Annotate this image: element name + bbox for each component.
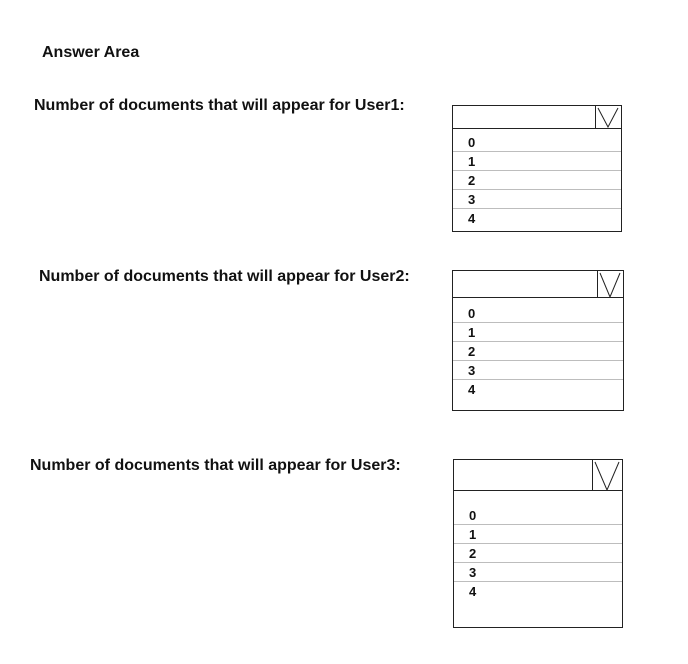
option-4[interactable]: 4 (468, 382, 476, 397)
answer-area-title: Answer Area (42, 44, 140, 61)
question-user1-label: Number of documents that will appear for User1: (34, 97, 405, 114)
option-2[interactable]: 2 (453, 342, 623, 361)
dropdown-user2-options (453, 298, 623, 399)
option-1[interactable]: 1 (453, 323, 623, 342)
dropdown-user3-header[interactable] (454, 460, 622, 491)
option-1[interactable]: 1 (454, 525, 622, 544)
option-2[interactable]: 2 (454, 544, 622, 563)
option-3[interactable]: 3 (453, 361, 623, 380)
option-4[interactable]: 4 (469, 584, 477, 599)
option-0[interactable]: 0 (453, 304, 623, 323)
dropdown-user3-options (454, 491, 622, 601)
dropdown-user2-header[interactable] (453, 271, 623, 298)
option-0[interactable]: 0 (453, 133, 621, 152)
chevron-down-icon[interactable] (597, 271, 623, 298)
question-user3-label: Number of documents that will appear for User3: (30, 457, 401, 474)
option-3[interactable]: 3 (454, 563, 622, 582)
dropdown-user2[interactable] (452, 270, 624, 411)
dropdown-user1-header[interactable] (453, 106, 621, 129)
dropdown-user1-options (453, 129, 621, 228)
option-0[interactable]: 0 (454, 506, 622, 525)
option-4[interactable]: 4 (468, 211, 476, 226)
dropdown-user3[interactable] (453, 459, 623, 628)
option-2[interactable]: 2 (453, 171, 621, 190)
option-3[interactable]: 3 (453, 190, 621, 209)
dropdown-user1[interactable] (452, 105, 622, 232)
question-user2-label: Number of documents that will appear for User2: (39, 268, 410, 285)
chevron-down-icon[interactable] (595, 106, 621, 129)
chevron-down-icon[interactable] (592, 460, 622, 491)
option-1[interactable]: 1 (453, 152, 621, 171)
